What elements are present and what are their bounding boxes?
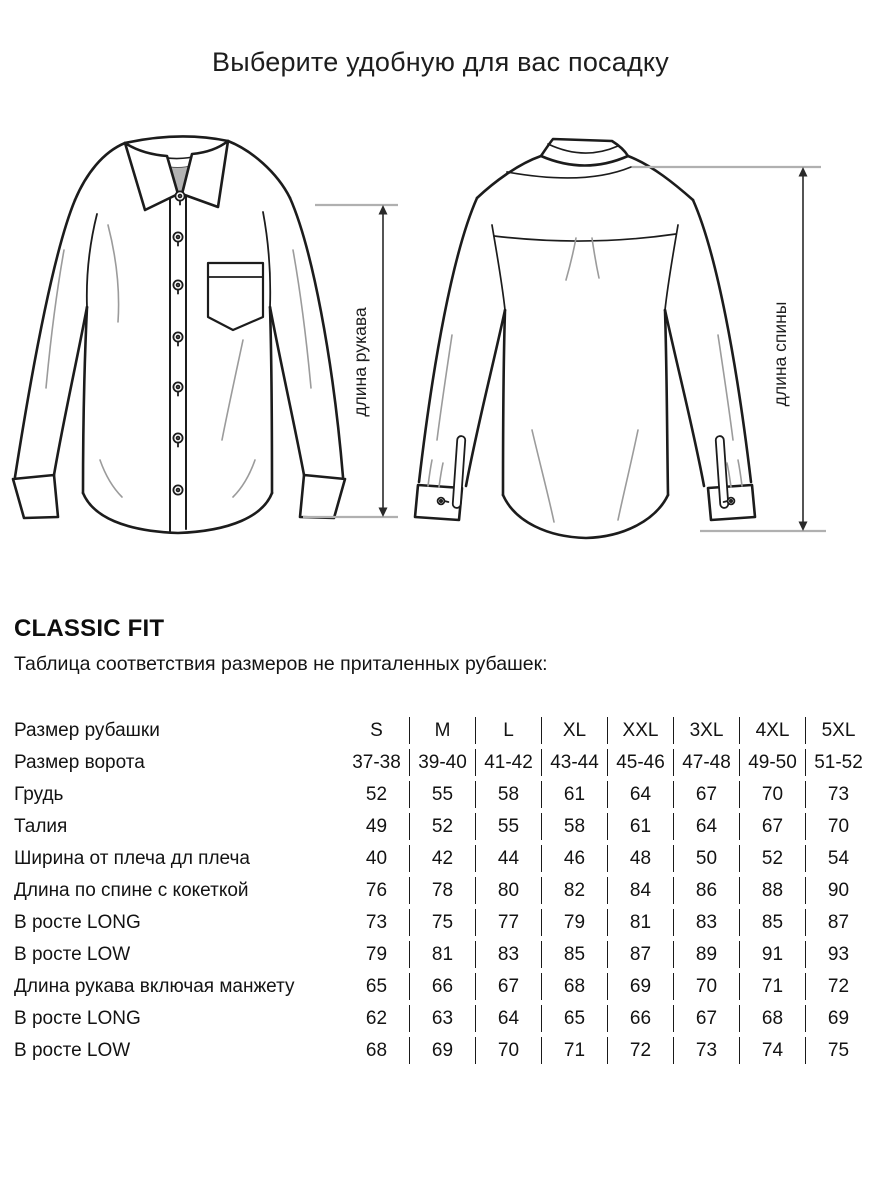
- size-value-cell: 52: [739, 845, 805, 872]
- size-value-cell: 69: [805, 1005, 871, 1032]
- size-value-cell: 86: [673, 877, 739, 904]
- size-value-cell: 69: [607, 973, 673, 1000]
- size-value-cell: M: [409, 717, 475, 744]
- table-row: [14, 1005, 871, 1032]
- size-value-cell: 67: [739, 813, 805, 840]
- size-value-cell: 73: [673, 1037, 739, 1064]
- size-value-cell: 84: [607, 877, 673, 904]
- table-row: [14, 941, 871, 968]
- size-value-cell: 85: [541, 941, 607, 968]
- row-label: Грудь: [14, 783, 64, 805]
- row-label: В росте LOW: [14, 943, 131, 965]
- size-value-cell: 75: [409, 909, 475, 936]
- table-row: [14, 717, 871, 744]
- size-value-cell: 90: [805, 877, 871, 904]
- size-value-cell: 71: [541, 1037, 607, 1064]
- size-value-cell: 52: [365, 783, 388, 805]
- size-value-cell: 80: [475, 877, 541, 904]
- size-value-cell: 52: [409, 813, 475, 840]
- size-table: [14, 712, 871, 1069]
- size-value-cell: 76: [365, 879, 388, 901]
- row-label: Длина по спине с кокеткой: [14, 879, 249, 901]
- size-value-cell: 64: [673, 813, 739, 840]
- table-row: [14, 781, 871, 808]
- size-value-cell: 58: [541, 813, 607, 840]
- row-label: Размер рубашки: [14, 719, 160, 741]
- size-value-cell: 55: [475, 813, 541, 840]
- size-value-cell: 48: [607, 845, 673, 872]
- row-label: В росте LOW: [14, 1039, 131, 1061]
- row-label: Талия: [14, 815, 68, 837]
- size-value-cell: 61: [541, 781, 607, 808]
- size-value-cell: 64: [607, 781, 673, 808]
- shirt-measurement-diagram: [0, 130, 881, 600]
- sleeve-length-dimension: [303, 205, 398, 517]
- size-value-cell: 40: [365, 847, 388, 869]
- shirt-front-drawing: [13, 136, 345, 533]
- size-value-cell: 65: [365, 975, 388, 997]
- front-buttons: [173, 191, 184, 494]
- row-label: В росте LONG: [14, 1007, 141, 1029]
- row-label: Ширина от плеча дл плеча: [14, 847, 250, 869]
- row-label: Длина рукава включая манжету: [14, 975, 295, 997]
- arrow-down-icon: [799, 522, 808, 532]
- size-value-cell: 49-50: [739, 749, 805, 776]
- size-value-cell: 87: [607, 941, 673, 968]
- size-value-cell: 62: [365, 1007, 388, 1029]
- size-value-cell: 4XL: [739, 717, 805, 744]
- size-value-cell: 79: [365, 943, 388, 965]
- size-value-cell: 77: [475, 909, 541, 936]
- size-value-cell: 68: [739, 1005, 805, 1032]
- size-value-cell: 70: [475, 1037, 541, 1064]
- size-value-cell: 42: [409, 845, 475, 872]
- size-value-cell: 67: [673, 1005, 739, 1032]
- row-label: В росте LONG: [14, 911, 141, 933]
- page-title: Выберите удобную для вас посадку: [212, 47, 669, 77]
- chest-pocket: [208, 263, 263, 330]
- size-value-cell: 81: [409, 941, 475, 968]
- table-row: [14, 877, 871, 904]
- size-table-body: [14, 717, 871, 1064]
- size-value-cell: 64: [475, 1005, 541, 1032]
- size-value-cell: 55: [409, 781, 475, 808]
- arrow-up-icon: [379, 205, 388, 215]
- size-value-cell: 58: [475, 781, 541, 808]
- size-value-cell: 88: [739, 877, 805, 904]
- fit-subtitle: Таблица соответствия размеров не приталенных рубашек:: [14, 653, 548, 675]
- size-value-cell: S: [370, 719, 383, 741]
- size-value-cell: 44: [475, 845, 541, 872]
- size-value-cell: 85: [739, 909, 805, 936]
- size-value-cell: XL: [541, 717, 607, 744]
- size-value-cell: 61: [607, 813, 673, 840]
- table-row: [14, 973, 871, 1000]
- size-value-cell: 50: [673, 845, 739, 872]
- table-row: [14, 845, 871, 872]
- size-value-cell: 74: [739, 1037, 805, 1064]
- size-value-cell: 93: [805, 941, 871, 968]
- size-value-cell: 63: [409, 1005, 475, 1032]
- size-value-cell: 68: [365, 1039, 388, 1061]
- shirt-back-drawing: [415, 139, 755, 538]
- size-value-cell: 89: [673, 941, 739, 968]
- sleeve-plackets: [438, 436, 735, 508]
- fit-heading: CLASSIC FIT: [14, 615, 165, 642]
- row-label: Размер ворота: [14, 751, 145, 773]
- size-value-cell: 71: [739, 973, 805, 1000]
- size-value-cell: 75: [805, 1037, 871, 1064]
- size-value-cell: 66: [607, 1005, 673, 1032]
- size-value-cell: 91: [739, 941, 805, 968]
- sleeve-length-label: длина рукава: [350, 307, 370, 417]
- size-value-cell: 78: [409, 877, 475, 904]
- size-value-cell: 73: [805, 781, 871, 808]
- size-value-cell: L: [475, 717, 541, 744]
- size-value-cell: 5XL: [805, 717, 871, 744]
- table-row: [14, 909, 871, 936]
- table-row: [14, 749, 871, 776]
- size-value-cell: 83: [475, 941, 541, 968]
- back-length-label: длина спины: [770, 301, 790, 407]
- size-value-cell: 70: [805, 813, 871, 840]
- size-value-cell: 65: [541, 1005, 607, 1032]
- size-value-cell: 83: [673, 909, 739, 936]
- size-value-cell: 3XL: [673, 717, 739, 744]
- size-value-cell: 49: [365, 815, 388, 837]
- size-value-cell: 70: [739, 781, 805, 808]
- size-value-cell: XXL: [607, 717, 673, 744]
- arrow-up-icon: [799, 167, 808, 177]
- size-value-cell: 39-40: [409, 749, 475, 776]
- size-value-cell: 41-42: [475, 749, 541, 776]
- table-row: [14, 813, 871, 840]
- size-value-cell: 68: [541, 973, 607, 1000]
- size-value-cell: 51-52: [805, 749, 871, 776]
- size-value-cell: 81: [607, 909, 673, 936]
- size-value-cell: 45-46: [607, 749, 673, 776]
- size-value-cell: 47-48: [673, 749, 739, 776]
- size-value-cell: 43-44: [541, 749, 607, 776]
- size-value-cell: 54: [805, 845, 871, 872]
- size-value-cell: 37-38: [352, 751, 401, 773]
- table-row: [14, 1037, 871, 1064]
- size-value-cell: 82: [541, 877, 607, 904]
- arrow-down-icon: [379, 508, 388, 518]
- size-value-cell: 72: [805, 973, 871, 1000]
- size-value-cell: 70: [673, 973, 739, 1000]
- size-value-cell: 67: [673, 781, 739, 808]
- size-value-cell: 66: [409, 973, 475, 1000]
- size-value-cell: 67: [475, 973, 541, 1000]
- size-value-cell: 87: [805, 909, 871, 936]
- size-value-cell: 46: [541, 845, 607, 872]
- size-value-cell: 72: [607, 1037, 673, 1064]
- size-value-cell: 69: [409, 1037, 475, 1064]
- size-value-cell: 73: [365, 911, 388, 933]
- size-value-cell: 79: [541, 909, 607, 936]
